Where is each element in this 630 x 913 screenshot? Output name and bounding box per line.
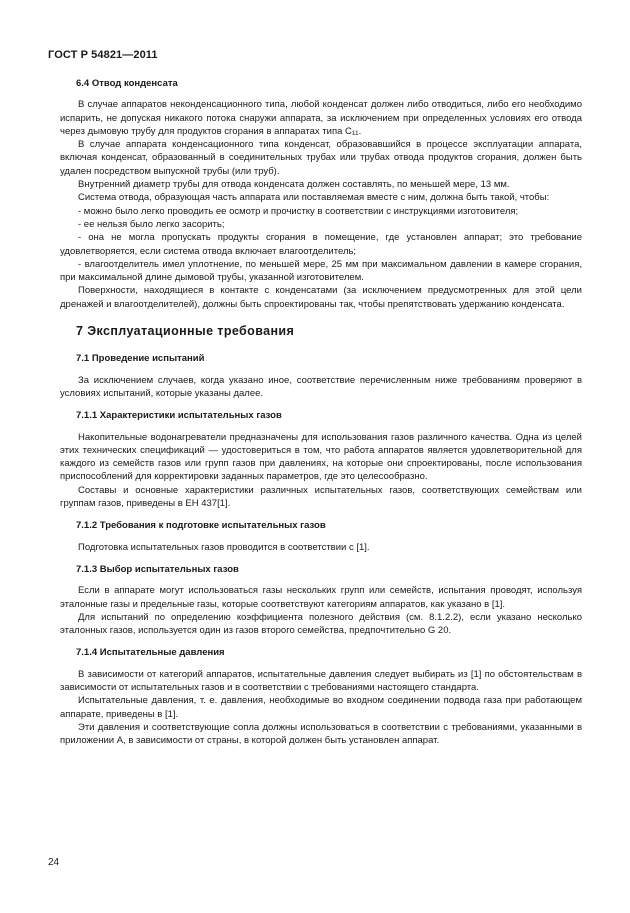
list-item: - влагоотделитель имел уплотнение, по меньшей мере, 25 мм при максимальном давлении в камере сгорания, при максимальной длине дымовой трубы, указанной изготовителем. (60, 258, 582, 284)
paragraph: Если в аппарате могут использоваться газы нескольких групп или семейств, испытания проводят, используя эталонные газы и предельные газы, которые соответствуют категориям аппаратов, как указано в [1]. (60, 585, 582, 610)
paragraph: Внутренний диаметр трубы для отвода конденсата должен составлять, по меньшей мере, 13 мм. (78, 179, 510, 191)
section-7-1-2-title: 7.1.2 Требования к подготовке испытательных газов (76, 520, 326, 532)
section-7-1-1-title: 7.1.1 Характеристики испытательных газов (76, 410, 282, 422)
paragraph: Система отвода, образующая часть аппарата или поставляемая вместе с ним, должна быть такой, чтобы: (78, 192, 550, 204)
page-number: 24 (48, 857, 60, 868)
paragraph: Эти давления и соответствующие сопла должны использоваться в соответствии с требованиями, указанными в приложении А, в зависимости от страны, в которой должен быть установлен аппарат. (60, 721, 582, 747)
paragraph: Накопительные водонагреватели предназначены для использования газов различного качества. Одна из целей этих технических спецификаций — удостовериться в том, что работа аппаратов является удовлетворительной для каждого из семейств газов или групп газов при давлениях, на которые они спроектированы, после использования приспособлений для корректировки заданных параметров, где это целесообразно. (60, 431, 582, 483)
document-code-header: ГОСТ Р 54821—2011 (48, 49, 158, 61)
paragraph: Испытательные давления, т. е. давления, необходимые во входном соединении подвода газа при работающем аппарате, приведены в [1]. (60, 695, 582, 720)
section-7-title: 7 Эксплуатационные требования (76, 324, 295, 339)
paragraph: В зависимости от категорий аппаратов, испытательные давления следует выбирать из [1] по обстоятельствам в зависимости от испытательных газов и в соответствии с требованиями настоящего стандарта. (60, 668, 582, 693)
section-7-1-4-title: 7.1.4 Испытательные давления (76, 647, 225, 659)
list-item: - ее нельзя было легко засорить; (78, 218, 225, 230)
paragraph: В случае аппарата конденсационного типа конденсат, образовавшийся в процессе эксплуатации аппарата, включая конденсат, образованный в соединительных трубах или трубах отвода продуктов сгорания, должен быть удален посредством выпускной трубы (или труб). (60, 139, 582, 177)
paragraph-text: В случае аппаратов неконденсационного типа, любой конденсат должен либо отводиться, либо его необходимо испарить, не допуская никакого потока снаружи аппарата, за исключением при определенных условиях его отвода через дымовую трубу для продуктов сгорания в аппаратах типа C (60, 99, 582, 137)
list-item: - можно было легко проводить ее осмотр и прочистку в соответствии с инструкциями изготовителя; (78, 205, 519, 217)
list-item: - она не могла пропускать продукты сгорания в помещение, где установлен аппарат; это требование удовлетворяется, если система отвода включает влагоотделитель; (60, 232, 582, 257)
section-7-1-title: 7.1 Проведение испытаний (76, 353, 205, 365)
paragraph: За исключением случаев, когда указано иное, соответствие перечисленным ниже требованиям проверяют в условиях испытаний, которые указаны далее. (60, 374, 582, 399)
page-content (60, 77, 582, 747)
paragraph (60, 98, 582, 138)
paragraph: Составы и основные характеристики различных испытательных газов, соответствующих семействам или группам газов, приведены в ЕН 437[1]. (60, 484, 582, 510)
section-6-4-title: 6.4 Отвод конденсата (76, 78, 178, 89)
subscript: 11 (351, 129, 359, 137)
paragraph: Для испытаний по определению коэффициента полезного действия (см. 8.1.2.2), если указано несколько эталонных газов, используется один из газов второго семейства, предпочтительно G 20. (60, 611, 582, 637)
section-7-1-3-title: 7.1.3 Выбор испытательных газов (76, 563, 239, 575)
paragraph: Подготовка испытательных газов проводится в соответствии с [1]. (78, 541, 370, 553)
paragraph: Поверхности, находящиеся в контакте с конденсатами (за исключением предусмотренных для этой цели дренажей и влагоотделителей), должны быть спроектированы так, чтобы препятствовать удержанию конденсата. (60, 285, 582, 310)
paragraph-end: . (358, 125, 362, 137)
